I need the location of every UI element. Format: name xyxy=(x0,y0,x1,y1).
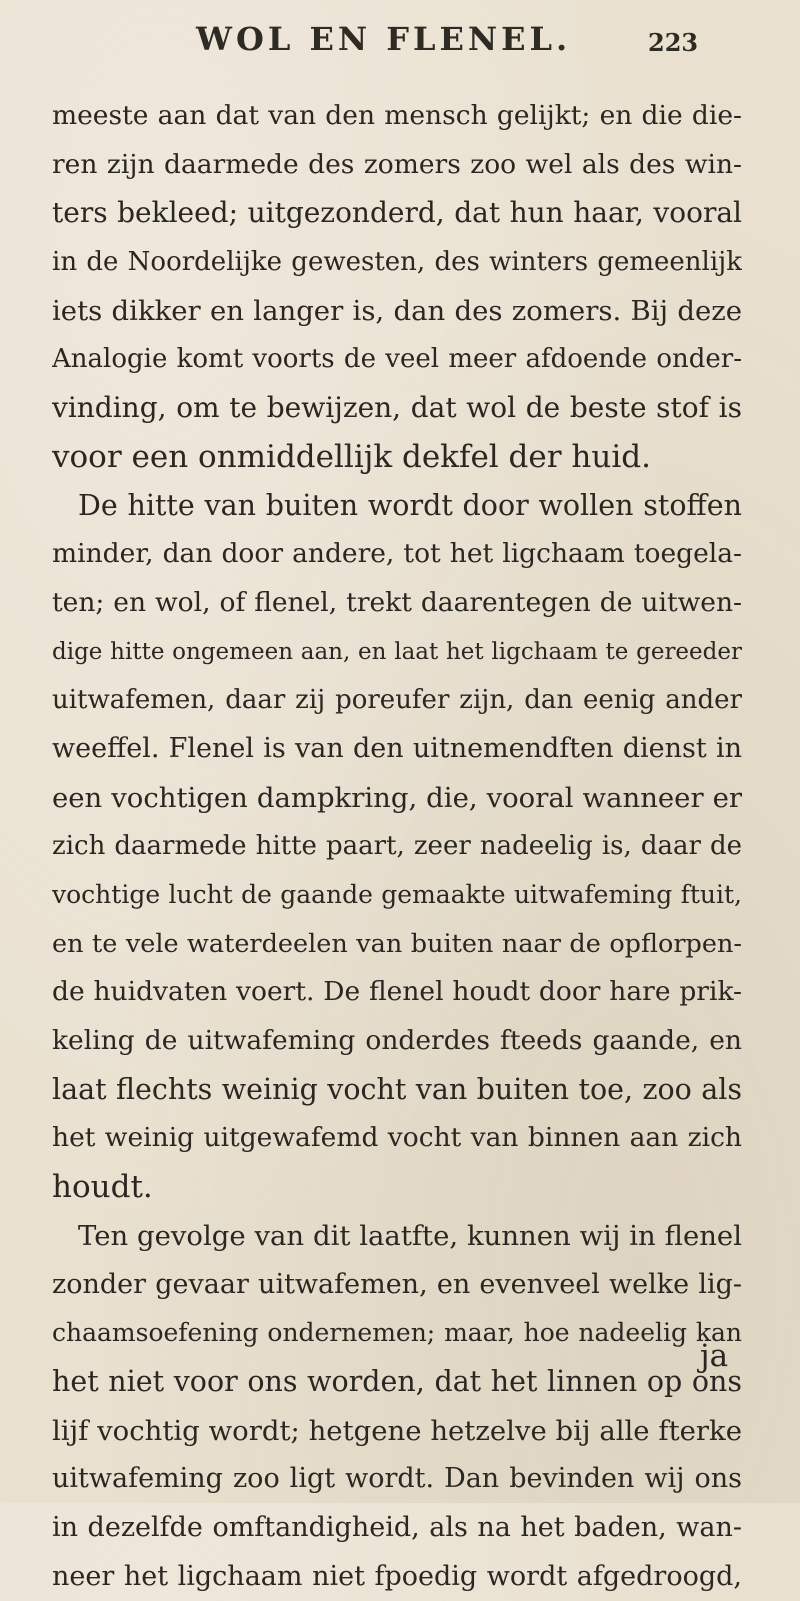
text-line: in dezelfde omftandigheid, als na het baden, wan- xyxy=(52,1511,742,1543)
text-line: houdt. xyxy=(52,1169,153,1206)
page-number: 223 xyxy=(648,28,699,57)
text-line: zich daarmede hitte paart, zeer nadeelig is, daar de xyxy=(52,831,742,862)
catchword: ja xyxy=(700,1338,729,1374)
text-line: ten; en wol, of flenel, trekt daarentegen de uitwen- xyxy=(52,586,742,618)
text-line: ters bekleed; uitgezonderd, dat hun haar, vooral xyxy=(52,196,742,230)
text-line: ren zijn daarmede des zomers zoo wel als des win- xyxy=(52,148,742,180)
text-line: chaamsoefening ondernemen; maar, hoe nadeelig kan xyxy=(52,1318,742,1348)
running-title: WOL EN FLENEL. xyxy=(196,20,572,58)
text-line: neer het ligchaam niet fpoedig wordt afgedroogd, xyxy=(52,1560,742,1592)
body-text xyxy=(52,92,742,1601)
text-line: uitwafeming zoo ligt wordt. Dan bevinden wij ons xyxy=(52,1463,742,1495)
paragraph-start-line: Ten gevolge van dit laatfte, kunnen wij in flenel xyxy=(78,1219,742,1252)
text-line: meeste aan dat van den mensch gelijkt; en die die- xyxy=(52,100,742,131)
text-line: iets dikker en langer is, dan des zomers. Bij deze xyxy=(52,294,742,327)
text-line: keling de uitwafeming onderdes fteeds gaande, en xyxy=(52,1025,742,1057)
text-line: laat flechts weinig vocht van buiten toe, zoo als xyxy=(52,1072,742,1106)
running-head xyxy=(0,20,800,70)
text-line: minder, dan door andere, tot het ligchaam toegela- xyxy=(52,538,742,570)
text-line: weeffel. Flenel is van den uitnemendften dienst in xyxy=(52,732,742,764)
text-line: in de Noordelijke gewesten, des winters gemeenlijk xyxy=(52,247,742,278)
text-line: het niet voor ons worden, dat het linnen op ons xyxy=(52,1364,742,1398)
text-line: voor een onmiddellijk dekfel der huid. xyxy=(52,438,651,475)
paragraph-start-line: De hitte van buiten wordt door wollen stoffen xyxy=(78,488,742,522)
text-line: vinding, om te bewijzen, dat wol de beste stof is xyxy=(52,391,742,425)
text-line: een vochtigen dampkring, die, vooral wanneer er xyxy=(52,781,742,814)
text-line: dige hitte ongemeen aan, en laat het ligchaam te gereeder xyxy=(52,638,742,665)
text-line: het weinig uitgewafemd vocht van binnen aan zich xyxy=(52,1122,742,1154)
text-line: uitwafemen, daar zij poreufer zijn, dan eenig ander xyxy=(52,685,742,716)
text-line: en te vele waterdeelen van buiten naar de opflorpen- xyxy=(52,928,742,959)
text-line: Analogie komt voorts de veel meer afdoende onder- xyxy=(52,344,742,375)
text-line: vochtige lucht de gaande gemaakte uitwafeming ftuit, xyxy=(52,880,742,909)
text-line: zonder gevaar uitwafemen, en evenveel welke lig- xyxy=(52,1268,742,1300)
text-line: lijf vochtig wordt; hetgene hetzelve bij alle fterke xyxy=(52,1414,742,1447)
text-line: de huidvaten voert. De flenel houdt door hare prik- xyxy=(52,976,742,1008)
